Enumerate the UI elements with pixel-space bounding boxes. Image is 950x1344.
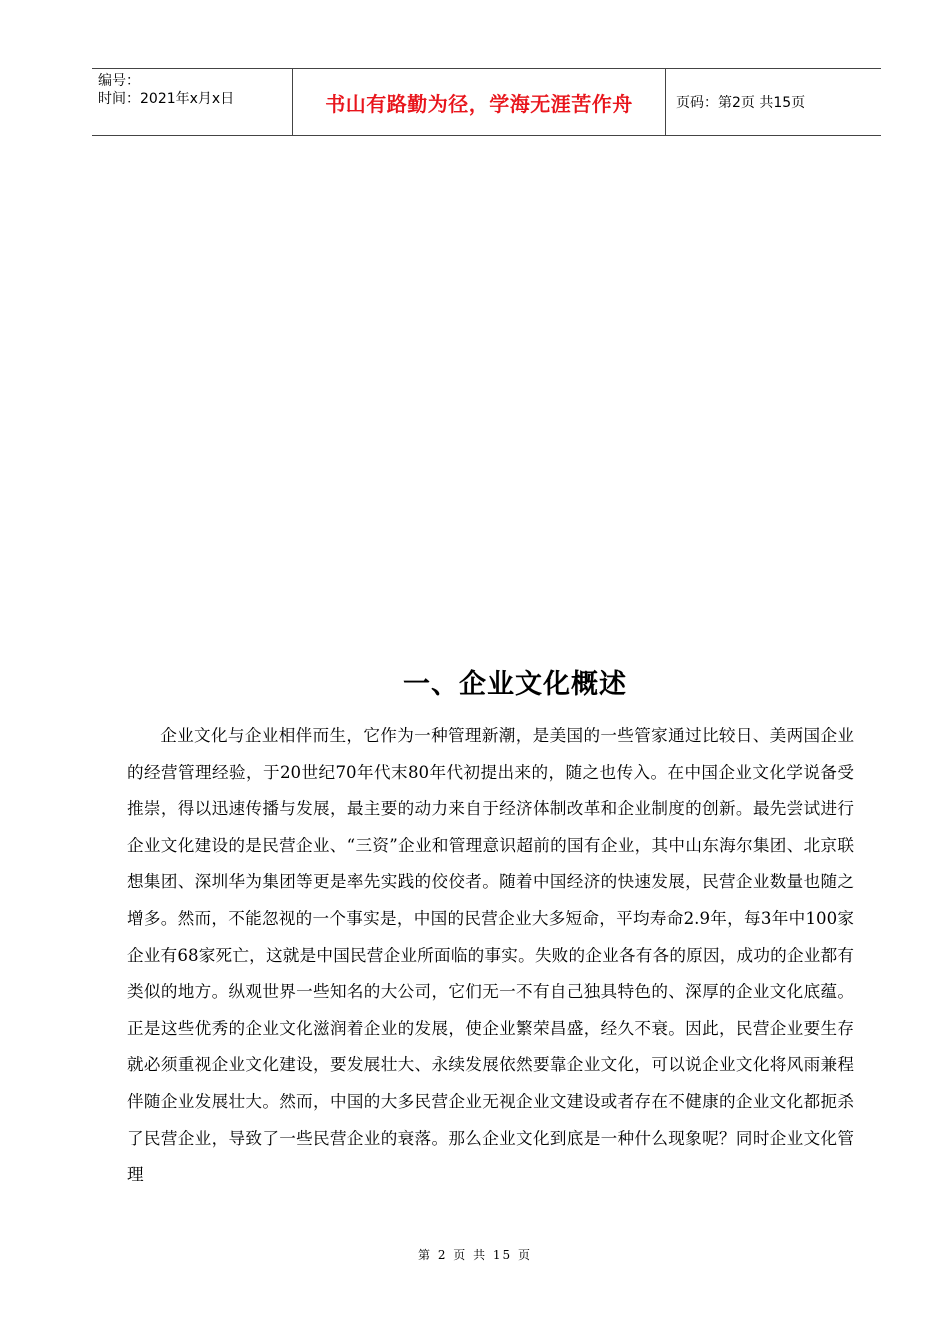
body-paragraph: 企业文化与企业相伴而生，它作为一种管理新潮，是美国的一些管家通过比较日、美两国企业的经营管理经验，于20世纪70年代末80年代初提出来的，随之也传入。在中国企业文化学说备受推崇，得以迅速传播与发展，最主要的动力来自于经济体制改革和企业制度的创新。最先尝试进行企业文化建设的是民营企业、“三资”企业和管理意识超前的国有企业，其中山东海尔集团、北京联想集团、深圳华为集团等更是率先实践的佼佼者。随着中国经济的快速发展，民营企业数量也随之增多。然而，不能忽视的一个事实是，中国的民营企业大多短命，平均寿命2.9年，每3年中100家企业有68家死亡，这就是中国民营企业所面临的事实。失败的企业各有各的原因，成功的企业都有类似的地方。纵观世界一些知名的大公司，它们无一不有自己独具特色的、深厚的企业文化底蕴。正是这些优秀的企业文化滋润着企业的发展，使企业繁荣昌盛，经久不衰。因此，民营企业要生存就必须重视企业文化建设，要发展壮大、永续发展依然要靠企业文化，可以说企业文化将风雨兼程伴随企业发展壮大。然而，中国的大多民营企业无视企业文建设或者存在不健康的企业文化都扼杀了民营企业，导致了一些民营企业的衰落。那么企业文化到底是一种什么现象呢？同时企业文化管理 xyxy=(127,726,854,1185)
header-motto: 书山有路勤为径，学海无涯苦作舟 xyxy=(293,69,666,135)
header-page-info: 页码：第2页 共15页 xyxy=(676,95,806,111)
document-time-label: 时间：2021年x月x日 xyxy=(98,91,235,107)
header-meta xyxy=(92,69,293,135)
page-footer: 第 2 页 共 15 页 xyxy=(418,1248,532,1262)
section-title: 一、企业文化概述 xyxy=(403,669,627,700)
page-header xyxy=(92,68,881,136)
document-number-label: 编号： xyxy=(98,73,140,89)
